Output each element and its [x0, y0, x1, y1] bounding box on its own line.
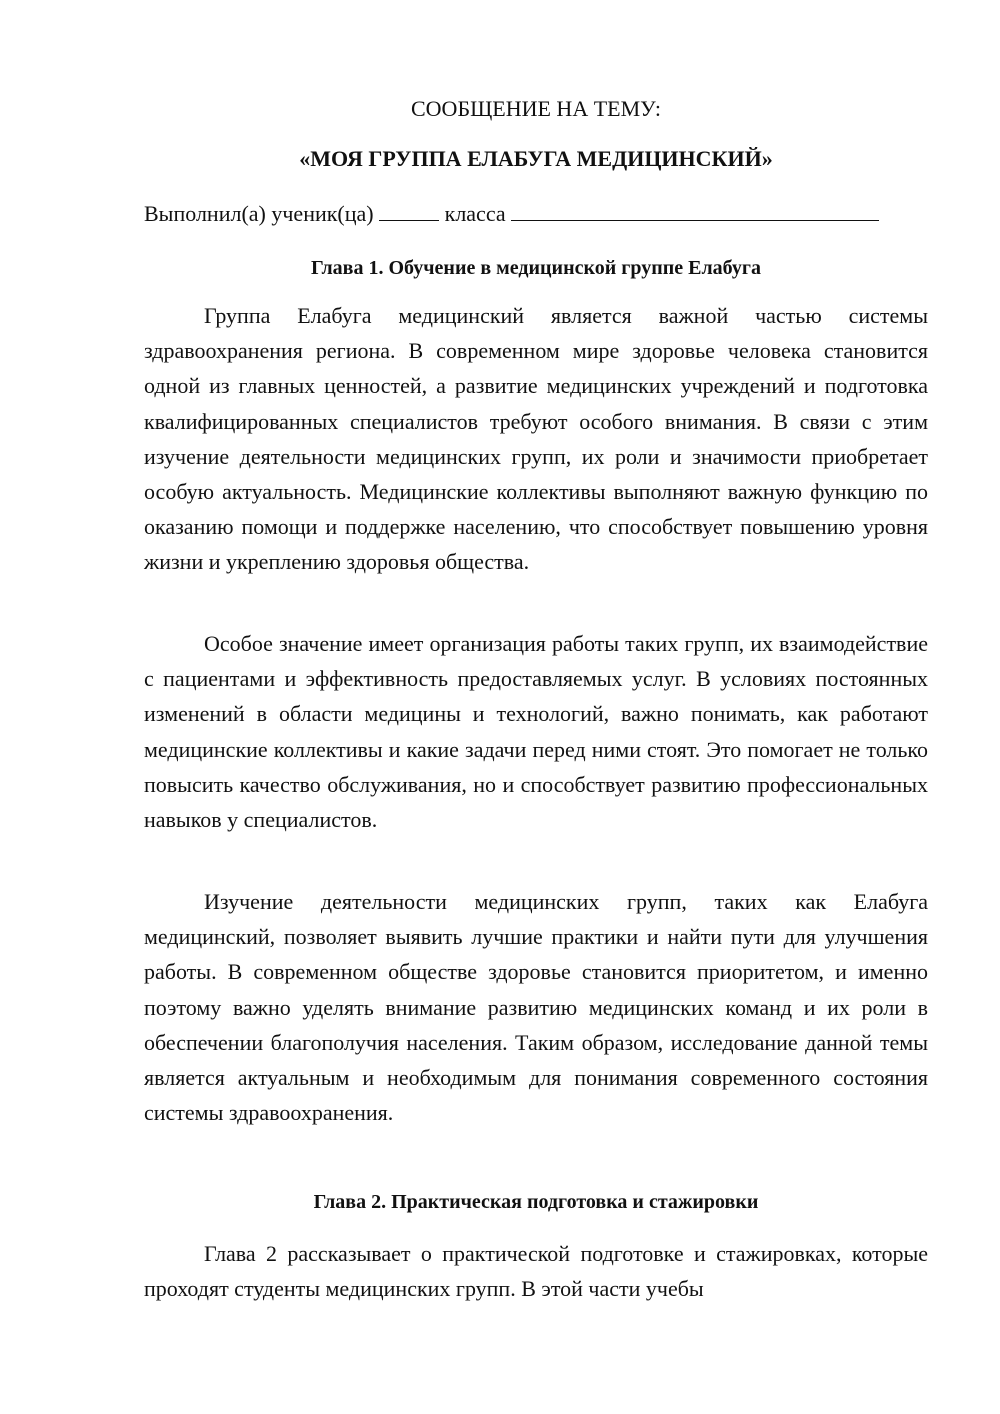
author-label: Выполнил(а) ученик(ца): [144, 201, 374, 226]
chapter-2-heading: Глава 2. Практическая подготовка и стажировки: [313, 1191, 759, 1213]
document-title-line1: СООБЩЕНИЕ НА ТЕМУ:: [411, 96, 661, 121]
class-label: класса: [444, 201, 506, 226]
class-number-blank: [379, 198, 439, 221]
chapter-1-paragraph-2: Особое значение имеет организация работы таких групп, их взаимодействие с пациентами и эффективность предоставляемых услуг. В условиях постоянных изменений в области медицины и технологий, важно понимать, как работают медицинские коллективы и какие задачи перед ними стоят. Это помогает не только повысить качество обслуживания, но и способствует развитию профессиональных навыков у специалистов.: [144, 631, 928, 833]
chapter-1-paragraph-3: Изучение деятельности медицинских групп, таких как Елабуга медицинский, позволяет выявить лучшие практики и найти пути для улучшения работы. В современном обществе здоровье становится приоритетом, и именно поэтому важно уделять внимание развитию медицинских команд и их роли в обеспечении благополучия населения. Таким образом, исследование данной темы является актуальным и необходимым для понимания современного состояния системы здравоохранения.: [144, 889, 928, 1126]
chapter-1-paragraph-1: Группа Елабуга медицинский является важной частью системы здравоохранения региона. В современном мире здоровье человека становится одной из главных ценностей, а развитие медицинских учреждений и подготовка квалифицированных специалистов требуют особого внимания. В связи с этим изучение деятельности медицинских групп, их роли и значимости приобретает особую актуальность. Медицинские коллективы выполняют важную функцию по оказанию помощи и поддержке населению, что способствует повышению уровня жизни и укреплению здоровья общества.: [144, 303, 928, 575]
student-name-blank: [511, 198, 879, 221]
chapter-2-paragraph-1: Глава 2 рассказывает о практической подготовке и стажировках, которые проходят студенты медицинских групп. В этой части учебы: [144, 1241, 928, 1302]
chapter-1-heading: Глава 1. Обучение в медицинской группе Елабуга: [310, 257, 762, 279]
document-title-topic: «МОЯ ГРУППА ЕЛАБУГА МЕДИЦИНСКИЙ»: [299, 146, 773, 171]
author-line: [144, 198, 928, 229]
